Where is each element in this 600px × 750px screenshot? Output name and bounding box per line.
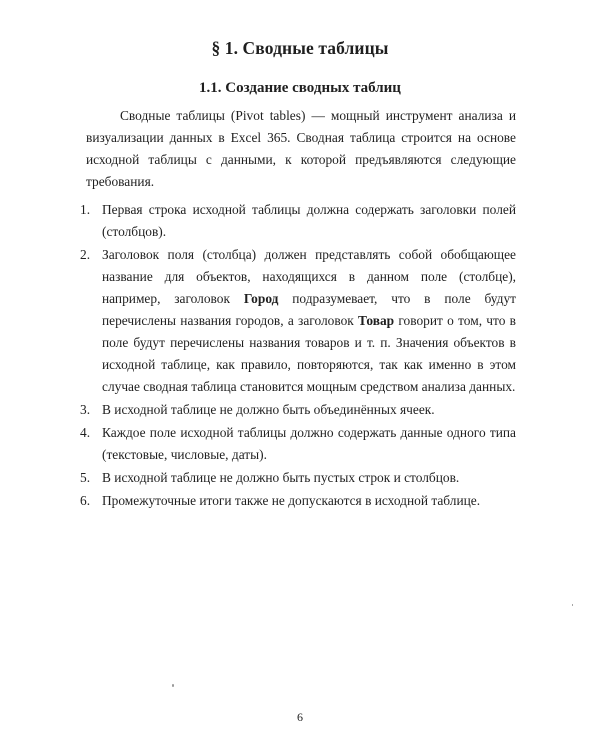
list-item-text: Каждое поле исходной таблицы должно содержать данные одного типа (текстовые, числовые, даты). bbox=[102, 425, 516, 462]
list-item-text: В исходной таблице не должно быть пустых строк и столбцов. bbox=[102, 470, 460, 485]
list-item-text: В исходной таблице не должно быть объединённых ячеек. bbox=[102, 402, 435, 417]
list-item bbox=[80, 399, 516, 421]
bold-term-product: Товар bbox=[358, 313, 395, 328]
page-number: 6 bbox=[297, 710, 303, 724]
list-item-text-part: Заголовок поля (столбца) должен представлять собой обобщающее название для объектов, находящихся в данном поле (столбце), например, заголовок bbox=[102, 247, 516, 306]
list-item-number: 5. bbox=[80, 470, 91, 485]
list-item-number: 3. bbox=[80, 402, 91, 417]
bold-term-city: Город bbox=[243, 291, 279, 306]
list-item-number: 1. bbox=[80, 202, 91, 217]
intro-paragraph: Сводные таблицы (Pivot tables) — мощный инструмент анализа и визуализации данных в Excel 365. Сводная таблица строится на основе исходной таблицы с данными, к которой предъявляются следующие требования. bbox=[86, 108, 516, 189]
list-item-number: 4. bbox=[80, 425, 91, 440]
list-item bbox=[80, 199, 516, 243]
chapter-title: § 1. Сводные таблицы bbox=[211, 38, 389, 58]
list-item-text bbox=[102, 244, 516, 398]
scan-speck bbox=[172, 684, 174, 687]
requirements-list bbox=[80, 199, 516, 513]
list-item bbox=[80, 467, 516, 489]
scan-speck bbox=[572, 604, 573, 606]
list-item bbox=[80, 490, 516, 512]
list-item-text-part: говорит о том, что в поле будут перечислены названия товаров и т. п. Значения объектов в исходной таблице, как правило, повторяются, так как именно в этом случае сводная таблица становится мощным средством анализа данных. bbox=[102, 313, 516, 394]
list-item-text-part: подразумевает, что в поле будут перечислены названия городов, а заголовок bbox=[102, 291, 516, 328]
list-item-number: 6. bbox=[80, 493, 91, 508]
list-item-text: Первая строка исходной таблицы должна содержать заголовки полей (столбцов). bbox=[102, 202, 516, 239]
list-item bbox=[80, 422, 516, 466]
list-item bbox=[80, 244, 516, 398]
list-item-number: 2. bbox=[80, 247, 91, 262]
list-item-text: Промежуточные итоги также не допускаются в исходной таблице. bbox=[102, 493, 481, 508]
section-title: 1.1. Создание сводных таблиц bbox=[199, 80, 401, 96]
